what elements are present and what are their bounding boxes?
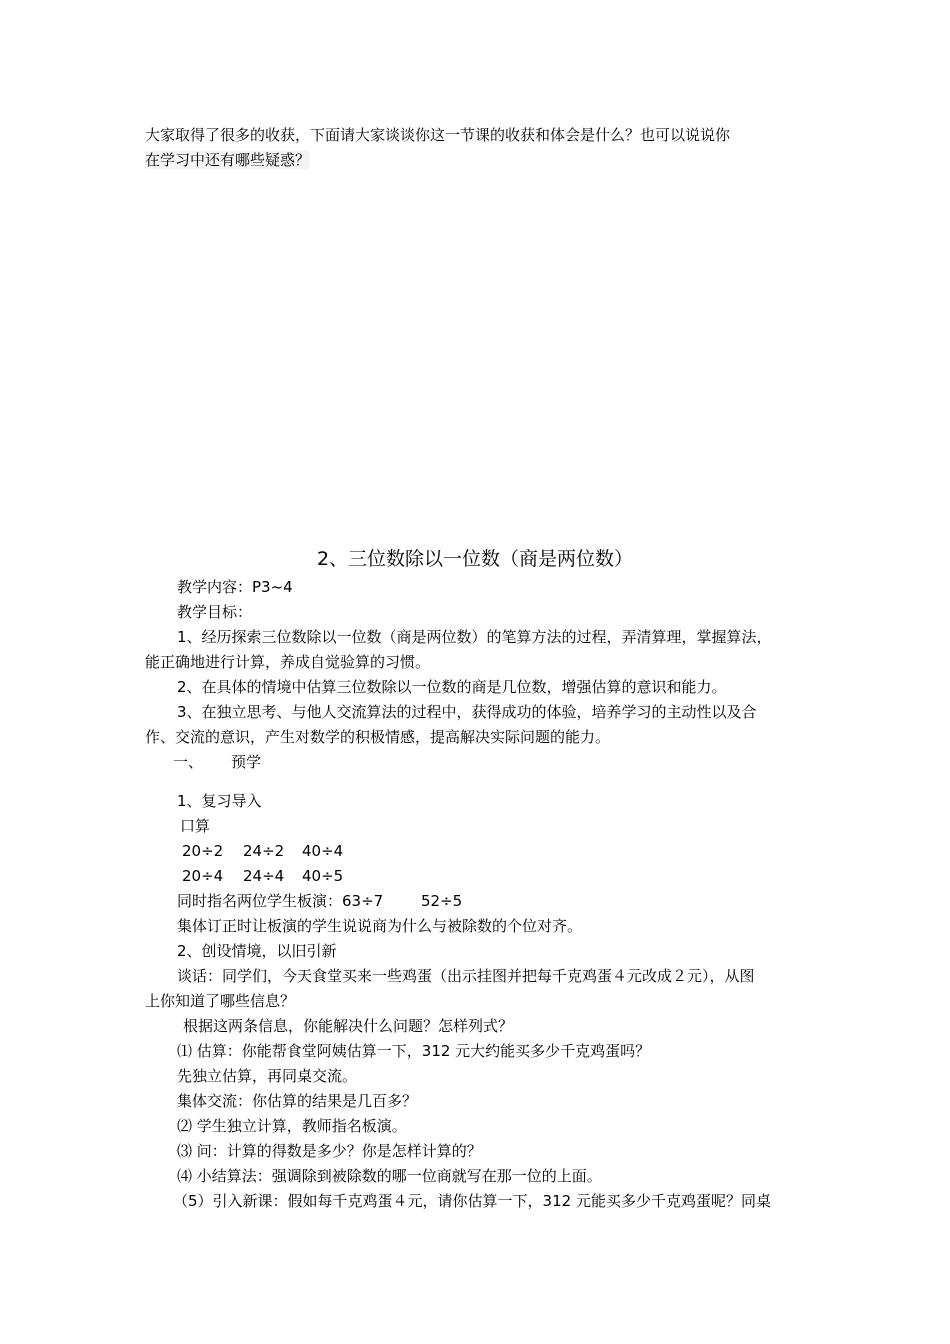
goals-label: 教学目标： [177,603,253,621]
goal-3-line-2: 作、交流的意识，产生对数学的积极情感，提高解决实际问题的能力。 [145,728,611,746]
item-line: ⑴ 估算：你能帮食堂阿姨估算一下，312 元大约能买多少千克鸡蛋吗？ [177,1042,651,1060]
item-line: 先独立估算，再同桌交流。 [177,1067,358,1085]
board-line: 同时指名两位学生板演：63÷7 [177,892,384,910]
goal-1-line-2: 能正确地进行计算，养成自觉验算的习惯。 [145,653,431,671]
item-line: ⑷ 小结算法：强调除到被除数的哪一位商就写在那一位的上面。 [177,1167,602,1185]
section-label: 预学 [231,753,262,771]
goal-2: 2、在具体的情境中估算三位数除以一位数的商是几位数，增强估算的意识和能力。 [177,678,727,696]
closing-line-2: 在学习中还有哪些疑惑？ [145,151,311,169]
oral-item: 20÷4 [182,867,224,885]
question-line: 根据这两条信息，你能解决什么问题？怎样列式？ [183,1017,514,1035]
goal-3-line-1: 3、在独立思考、与他人交流算法的过程中，获得成功的体验，培养学习的主动性以及合 [177,703,757,721]
oral-item: 40÷4 [302,842,344,860]
item-line: ⑵ 学生独立计算，教师指名板演。 [177,1117,407,1135]
content-label: 教学内容：P3~4 [177,578,293,596]
closing-paragraph [145,123,825,173]
correction-line: 集体订正时让板演的学生说说商为什么与被除数的个位对齐。 [177,917,583,935]
oral-item: 40÷5 [302,867,344,885]
item-line: ⑶ 问：计算的得数是多少？你是怎样计算的？ [177,1142,482,1160]
item-line: 集体交流：你估算的结果是几百多？ [177,1092,418,1110]
step-2-heading: 2、创设情境，以旧引新 [177,942,337,960]
talk-line-2: 上你知道了哪些信息？ [145,992,296,1010]
lesson-title: 2、三位数除以一位数（商是两位数） [316,548,634,570]
step-1-heading: 1、复习导入 [177,792,262,810]
oral-item: 20÷2 [182,842,224,860]
closing-line-1: 大家取得了很多的收获，下面请大家谈谈你这一节课的收获和体会是什么？也可以说说你 [145,126,731,144]
oral-item: 24÷4 [243,867,285,885]
section-number: 一、 [173,753,204,771]
oral-label: 口算 [180,817,211,835]
talk-line-1: 谈话：同学们，今天食堂买来一些鸡蛋（出示挂图并把每千克鸡蛋４元改成２元），从图 [177,967,755,985]
board-line-extra: 52÷5 [421,892,463,910]
goal-1-line-1: 1、经历探索三位数除以一位数（商是两位数）的笔算方法的过程，弄清算理，掌握算法， [177,628,772,646]
oral-item: 24÷2 [243,842,285,860]
item-line: （5）引入新课：假如每千克鸡蛋４元，请你估算一下，312 元能买多少千克鸡蛋呢？同桌 [173,1192,771,1210]
